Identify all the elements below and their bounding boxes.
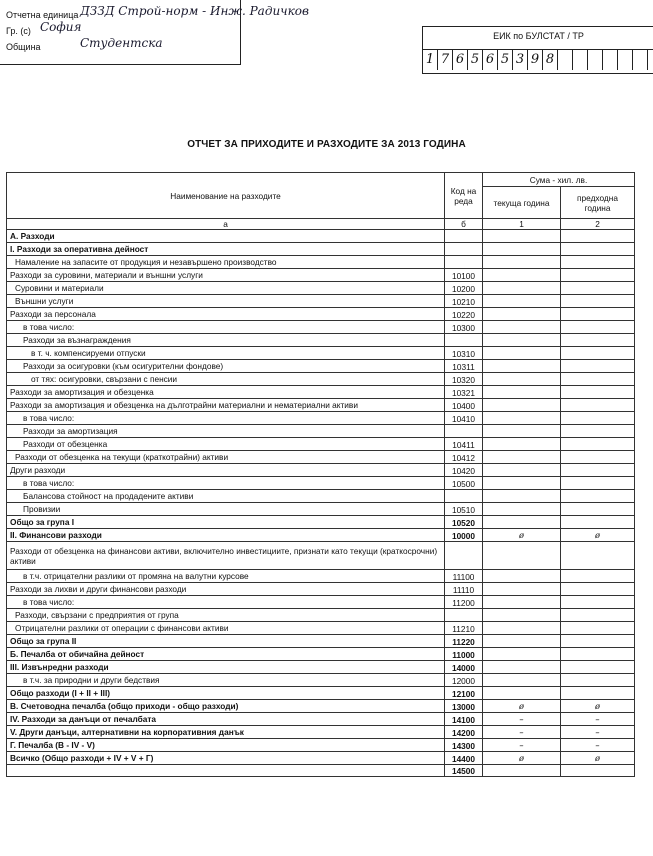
row-name: от тях: осигуровки, свързани с пенсии: [7, 373, 445, 386]
municipality-line: [6, 42, 41, 52]
row-value-previous[interactable]: [561, 399, 635, 412]
row-name: А. Разходи: [7, 230, 445, 243]
row-name: в това число:: [7, 477, 445, 490]
row-name: Общо за група I: [7, 516, 445, 529]
row-value-previous[interactable]: [561, 308, 635, 321]
row-value-previous[interactable]: [561, 412, 635, 425]
row-name: Балансова стойност на продадените активи: [7, 490, 445, 503]
row-value-current[interactable]: [483, 570, 561, 583]
row-name: Г. Печалба (В - IV - V): [7, 739, 445, 752]
unit-line: [6, 10, 78, 20]
row-value-current[interactable]: [483, 230, 561, 243]
table-row: [7, 373, 635, 386]
row-name: Б. Печалба от обичайна дейност: [7, 648, 445, 661]
row-value-previous[interactable]: [561, 347, 635, 360]
row-code: 10410: [445, 412, 483, 425]
row-value-current[interactable]: [483, 347, 561, 360]
expenses-table: [6, 172, 635, 777]
col-index-a: а: [7, 219, 445, 230]
table-row: [7, 713, 635, 726]
row-value-previous[interactable]: ø: [561, 529, 635, 542]
table-row: [7, 243, 635, 256]
row-code: 11110: [445, 583, 483, 596]
row-value-current[interactable]: [483, 399, 561, 412]
row-value-previous[interactable]: –: [561, 713, 635, 726]
row-code: 10220: [445, 308, 483, 321]
col-previous-header: предходна година: [561, 187, 635, 219]
row-value-current[interactable]: [483, 583, 561, 596]
col-index-2: 2: [561, 219, 635, 230]
row-value-current[interactable]: [483, 661, 561, 674]
row-name: В. Счетоводна печалба (общо приходи - общо разходи): [7, 700, 445, 713]
row-code: 14200: [445, 726, 483, 739]
row-name: Разходи за амортизация и обезценка: [7, 386, 445, 399]
row-value-previous[interactable]: [561, 321, 635, 334]
row-value-current[interactable]: [483, 503, 561, 516]
eik-digit-cell: 6: [453, 49, 468, 70]
row-value-current[interactable]: –: [483, 726, 561, 739]
row-value-current[interactable]: ø: [483, 529, 561, 542]
table-row: [7, 230, 635, 243]
table-row: [7, 256, 635, 269]
eik-box: [422, 26, 653, 74]
table-row: [7, 700, 635, 713]
row-value-previous[interactable]: [561, 425, 635, 438]
table-row: [7, 765, 635, 777]
row-code: 10400: [445, 399, 483, 412]
row-value-previous[interactable]: [561, 282, 635, 295]
eik-digit-cell: 5: [468, 49, 483, 70]
table-row: [7, 334, 635, 347]
table-row: [7, 609, 635, 622]
row-code: 11220: [445, 635, 483, 648]
row-name: в това число:: [7, 321, 445, 334]
table-row: [7, 360, 635, 373]
row-value-current[interactable]: [483, 321, 561, 334]
row-name: в това число:: [7, 596, 445, 609]
row-value-previous[interactable]: [561, 490, 635, 503]
row-value-previous[interactable]: [561, 661, 635, 674]
row-value-current[interactable]: [483, 282, 561, 295]
table-row: [7, 635, 635, 648]
row-value-current[interactable]: [483, 334, 561, 347]
row-value-previous[interactable]: [561, 386, 635, 399]
row-code: 10300: [445, 321, 483, 334]
table-row: [7, 438, 635, 451]
row-name: Разходи за амортизация: [7, 425, 445, 438]
row-value-current[interactable]: [483, 295, 561, 308]
row-value-previous[interactable]: [561, 503, 635, 516]
row-value-previous[interactable]: [561, 295, 635, 308]
table-row: [7, 529, 635, 542]
row-value-previous[interactable]: [561, 243, 635, 256]
row-code: 14400: [445, 752, 483, 765]
row-code: [445, 334, 483, 347]
row-name: Разходи за суровини, материали и външни услуги: [7, 269, 445, 282]
row-code: 14000: [445, 661, 483, 674]
row-name: V. Други данъци, алтернативни на корпоративния данък: [7, 726, 445, 739]
row-code: 14500: [445, 765, 483, 777]
eik-digit-cell: [633, 49, 648, 70]
row-name: Разходи за възнаграждения: [7, 334, 445, 347]
row-value-current[interactable]: [483, 477, 561, 490]
unit-value: ДЗЗД Строй-норм - Инж. Радичков: [80, 4, 310, 18]
table-row: [7, 386, 635, 399]
row-name: IV. Разходи за данъци от печалбата: [7, 713, 445, 726]
col-index-1: 1: [483, 219, 561, 230]
row-code: 10100: [445, 269, 483, 282]
row-value-current[interactable]: ø: [483, 752, 561, 765]
row-name: Провизии: [7, 503, 445, 516]
row-code: 10310: [445, 347, 483, 360]
row-name: Разходи от обезценка на текущи (краткотрайни) активи: [7, 451, 445, 464]
eik-digit-cell: 7: [438, 49, 453, 70]
row-value-current[interactable]: [483, 765, 561, 777]
table-row: [7, 752, 635, 765]
row-value-previous[interactable]: ø: [561, 752, 635, 765]
table-row: [7, 596, 635, 609]
city-value: София: [40, 20, 82, 34]
city-label: Гр. (с): [6, 26, 31, 36]
row-value-previous[interactable]: [561, 451, 635, 464]
eik-digit-cell: [558, 49, 573, 70]
row-value-current[interactable]: [483, 635, 561, 648]
table-row: [7, 739, 635, 752]
row-code: 10412: [445, 451, 483, 464]
row-value-current[interactable]: [483, 438, 561, 451]
row-name: Други разходи: [7, 464, 445, 477]
row-value-current[interactable]: [483, 451, 561, 464]
eik-digit-cell: [603, 49, 618, 70]
row-code: [445, 609, 483, 622]
row-value-previous[interactable]: ø: [561, 700, 635, 713]
row-value-current[interactable]: [483, 464, 561, 477]
eik-title: ЕИК по БУЛСТАТ / ТР: [493, 31, 584, 41]
table-row: [7, 542, 635, 570]
row-value-previous[interactable]: [561, 583, 635, 596]
row-code: 11100: [445, 570, 483, 583]
row-name: Разходи за амортизация и обезценка на дълготрайни материални и нематериални активи: [7, 399, 445, 412]
table-row: [7, 477, 635, 490]
row-value-previous[interactable]: [561, 596, 635, 609]
table-row: [7, 425, 635, 438]
table-row: [7, 464, 635, 477]
row-name: Разходи за лихви и други финансови разходи: [7, 583, 445, 596]
row-name: Разходи за осигуровки (към осигурителни фондове): [7, 360, 445, 373]
table-row: [7, 583, 635, 596]
row-value-current[interactable]: –: [483, 739, 561, 752]
header-box: [0, 0, 310, 65]
eik-digit-cell: [648, 49, 653, 70]
row-value-previous[interactable]: [561, 464, 635, 477]
row-code: 10000: [445, 529, 483, 542]
row-value-previous[interactable]: [561, 438, 635, 451]
row-name: Намаление на запасите от продукция и незавършено производство: [7, 256, 445, 269]
row-value-current[interactable]: [483, 256, 561, 269]
row-code: 10500: [445, 477, 483, 490]
row-name: в т. ч. компенсируеми отпуски: [7, 347, 445, 360]
row-name: в това число:: [7, 412, 445, 425]
row-name: Общо разходи (I + II + III): [7, 687, 445, 700]
eik-digit-cell: 9: [528, 49, 543, 70]
row-value-previous[interactable]: [561, 648, 635, 661]
municipality-label: Община: [6, 42, 41, 52]
row-value-previous[interactable]: [561, 334, 635, 347]
row-value-previous[interactable]: –: [561, 739, 635, 752]
row-code: [445, 230, 483, 243]
col-index-b: б: [445, 219, 483, 230]
table-body: [7, 230, 635, 777]
table-row: [7, 726, 635, 739]
table-row: [7, 269, 635, 282]
table-row: [7, 321, 635, 334]
row-value-current[interactable]: [483, 609, 561, 622]
report-title: ОТЧЕТ ЗА ПРИХОДИТЕ И РАЗХОДИТЕ ЗА 2013 ГОДИНА: [187, 139, 466, 150]
row-name: II. Финансови разходи: [7, 529, 445, 542]
table-row: [7, 516, 635, 529]
row-value-previous[interactable]: [561, 635, 635, 648]
table-row: [7, 490, 635, 503]
row-name: Отрицателни разлики от операции с финансови активи: [7, 622, 445, 635]
row-name: I. Разходи за оперативна дейност: [7, 243, 445, 256]
row-value-current[interactable]: [483, 516, 561, 529]
row-code: 12000: [445, 674, 483, 687]
row-value-previous[interactable]: [561, 609, 635, 622]
table-row: [7, 661, 635, 674]
row-name: Суровини и материали: [7, 282, 445, 295]
table-row: [7, 451, 635, 464]
row-code: 10210: [445, 295, 483, 308]
municipality-value: Студентска: [80, 36, 163, 50]
row-code: 10510: [445, 503, 483, 516]
table-row: [7, 687, 635, 700]
row-value-previous[interactable]: [561, 269, 635, 282]
row-value-previous[interactable]: [561, 230, 635, 243]
row-code: 10200: [445, 282, 483, 295]
table-row: [7, 282, 635, 295]
row-name: в т.ч. отрицателни разлики от промяна на валутни курсове: [7, 570, 445, 583]
eik-digit-cell: [618, 49, 633, 70]
row-name: Външни услуги: [7, 295, 445, 308]
eik-digit-cell: 3: [513, 49, 528, 70]
table-row: [7, 674, 635, 687]
row-value-current[interactable]: [483, 386, 561, 399]
row-value-current[interactable]: [483, 412, 561, 425]
row-code: 10311: [445, 360, 483, 373]
row-name: Общо за група II: [7, 635, 445, 648]
row-code: 10320: [445, 373, 483, 386]
row-name: [7, 765, 445, 777]
row-code: 14300: [445, 739, 483, 752]
row-code: 11000: [445, 648, 483, 661]
row-value-previous[interactable]: –: [561, 726, 635, 739]
row-code: [445, 425, 483, 438]
row-code: 11210: [445, 622, 483, 635]
row-value-current[interactable]: [483, 490, 561, 503]
table-row: [7, 308, 635, 321]
row-value-previous[interactable]: [561, 570, 635, 583]
col-current-header: текуща година: [483, 187, 561, 219]
row-value-current[interactable]: [483, 373, 561, 386]
row-value-previous[interactable]: [561, 373, 635, 386]
row-name: III. Извънредни разходи: [7, 661, 445, 674]
city-line: [6, 26, 31, 36]
row-name: Разходи, свързани с предприятия от група: [7, 609, 445, 622]
col-name-header: Наименование на разходите: [7, 173, 445, 219]
table-row: [7, 412, 635, 425]
col-code-header: Код на реда: [445, 173, 483, 219]
row-name: Разходи за персонала: [7, 308, 445, 321]
table-row: [7, 399, 635, 412]
table-row: [7, 570, 635, 583]
row-value-current[interactable]: [483, 308, 561, 321]
row-name: в т.ч. за природни и други бедствия: [7, 674, 445, 687]
eik-digit-cell: [588, 49, 603, 70]
row-code: 14100: [445, 713, 483, 726]
row-value-current[interactable]: [483, 674, 561, 687]
row-value-current[interactable]: [483, 596, 561, 609]
row-value-previous[interactable]: [561, 516, 635, 529]
row-value-current[interactable]: [483, 542, 561, 570]
row-value-previous[interactable]: [561, 477, 635, 490]
row-code: 10420: [445, 464, 483, 477]
row-value-current[interactable]: [483, 360, 561, 373]
eik-digit-cell: 1: [423, 49, 438, 70]
row-code: [445, 243, 483, 256]
eik-cells: [423, 49, 653, 70]
row-value-previous[interactable]: [561, 256, 635, 269]
row-value-current[interactable]: –: [483, 713, 561, 726]
row-code: 12100: [445, 687, 483, 700]
row-value-previous[interactable]: [561, 765, 635, 777]
row-code: 10520: [445, 516, 483, 529]
eik-digit-cell: 8: [543, 49, 558, 70]
row-code: 10321: [445, 386, 483, 399]
row-value-previous[interactable]: [561, 687, 635, 700]
row-value-previous[interactable]: [561, 360, 635, 373]
row-value-current[interactable]: [483, 425, 561, 438]
row-value-previous[interactable]: [561, 542, 635, 570]
table-row: [7, 622, 635, 635]
table-row: [7, 295, 635, 308]
row-code: [445, 256, 483, 269]
row-code: [445, 490, 483, 503]
row-value-current[interactable]: [483, 687, 561, 700]
table-row: [7, 648, 635, 661]
unit-label: Отчетна единица: [6, 10, 79, 20]
eik-digit-cell: [573, 49, 588, 70]
table-row: [7, 347, 635, 360]
row-value-previous[interactable]: [561, 622, 635, 635]
row-value-previous[interactable]: [561, 674, 635, 687]
row-code: 11200: [445, 596, 483, 609]
row-code: 10411: [445, 438, 483, 451]
row-name: Разходи от обезценка на финансови активи, включително инвестициите, признати като текущи (краткосрочни) активи: [7, 542, 445, 570]
row-code: 13000: [445, 700, 483, 713]
row-name: Разходи от обезценка: [7, 438, 445, 451]
row-name: Всичко (Общо разходи + IV + V + Г): [7, 752, 445, 765]
table-row: [7, 503, 635, 516]
eik-digit-cell: 5: [498, 49, 513, 70]
col-sum-header: Сума - хил. лв.: [483, 173, 635, 187]
row-value-current[interactable]: [483, 648, 561, 661]
row-value-current[interactable]: [483, 243, 561, 256]
row-code: [445, 542, 483, 570]
row-value-current[interactable]: [483, 622, 561, 635]
row-value-current[interactable]: [483, 269, 561, 282]
eik-digit-cell: 6: [483, 49, 498, 70]
row-value-current[interactable]: ø: [483, 700, 561, 713]
